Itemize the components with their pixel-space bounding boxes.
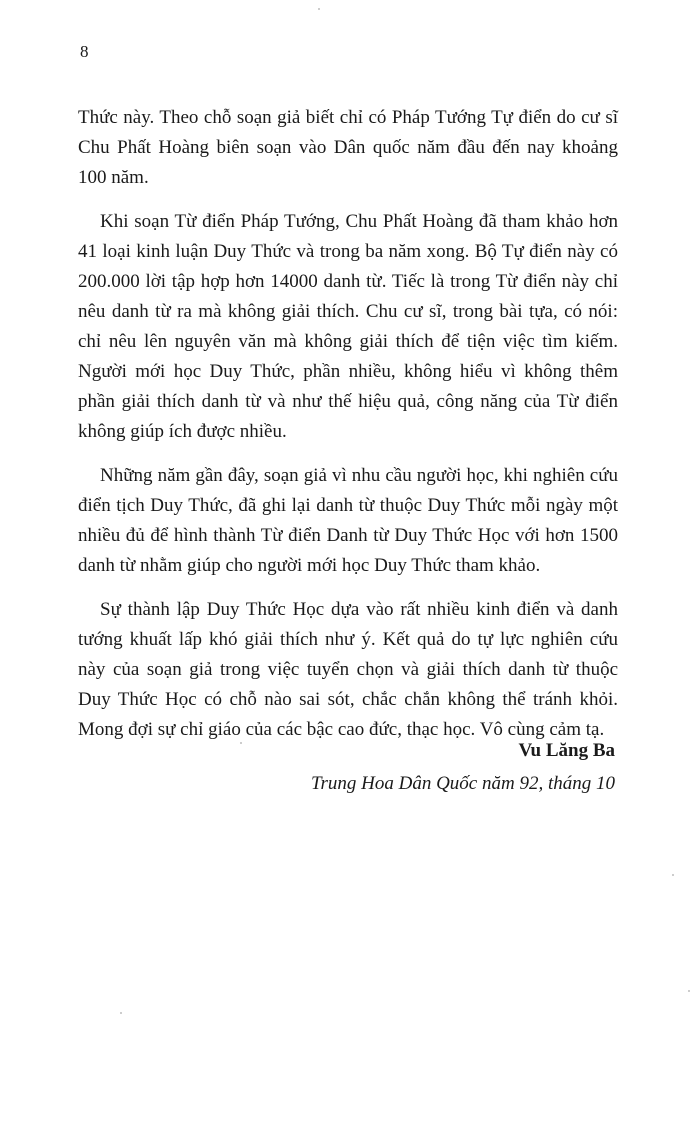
body-text	[78, 103, 618, 759]
scan-speck	[240, 742, 242, 744]
paragraph-2: Khi soạn Từ điển Pháp Tướng, Chu Phất Hoàng đã tham khảo hơn 41 loại kinh luận Duy Thức và trong ba năm xong. Bộ Tự điển này có 200.000 lời tập hợp hơn 14000 danh từ. Tiếc là trong Từ điển này chỉ nêu danh từ ra mà không giải thích. Chu cư sĩ, trong bài tựa, có nói: chỉ nêu lên nguyên văn mà không giải thích để tiện việc tìm kiếm. Người mới học Duy Thức, phần nhiều, không hiểu vì không thêm phần giải thích danh từ và như thế hiệu quả, công năng của Từ điển không giúp ích được nhiều.	[78, 211, 618, 442]
scan-speck	[688, 990, 690, 992]
page-number: 8	[80, 42, 89, 61]
scan-speck	[120, 1012, 122, 1014]
author-signature: Vu Lăng Ba	[518, 740, 615, 761]
scan-speck	[318, 8, 320, 10]
paragraph-3: Những năm gần đây, soạn giả vì nhu cầu người học, khi nghiên cứu điển tịch Duy Thức, đã ghi lại danh từ thuộc Duy Thức mỗi ngày một nhiều đủ để hình thành Từ điển Danh từ Duy Thức Học với hơn 1500 danh từ nhằm giúp cho người mới học Duy Thức tham khảo.	[78, 465, 618, 576]
dateline: Trung Hoa Dân Quốc năm 92, tháng 10	[310, 773, 615, 794]
paragraph-1: Thức này. Theo chỗ soạn giả biết chỉ có Pháp Tướng Tự điển do cư sĩ Chu Phất Hoàng biên soạn vào Dân quốc năm đầu đến nay khoảng 100 năm.	[78, 107, 618, 188]
paragraph-4: Sự thành lập Duy Thức Học dựa vào rất nhiều kinh điển và danh tướng khuất lấp khó giải thích như ý. Kết quả do tự lực nghiên cứu này của soạn giả trong việc tuyển chọn và giải thích danh từ thuộc Duy Thức Học có chỗ nào sai sót, chắc chắn không thể tránh khỏi. Mong đợi sự chỉ giáo của các bậc cao đức, thạc học. Vô cùng cảm tạ.	[78, 599, 618, 740]
scan-speck	[672, 874, 674, 876]
